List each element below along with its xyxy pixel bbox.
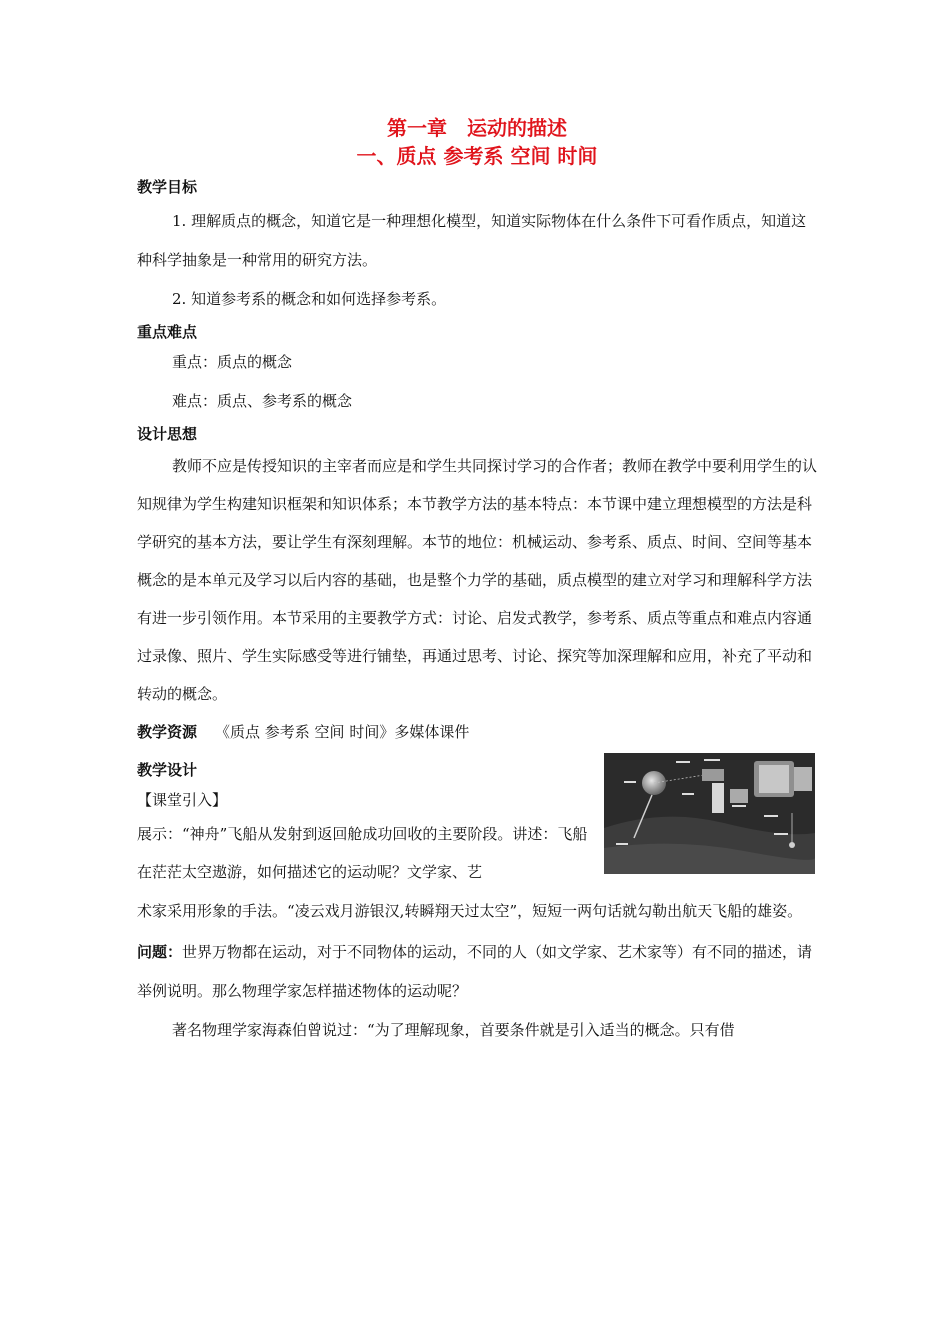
intro-text-wrapped: 展示：“神舟”飞船从发射到返回舱成功回收的主要阶段。讲述：飞船在茫茫太空遨游，如何描述它的运动呢？文学家、艺 (137, 825, 588, 881)
intro-text-continued: 术家采用形象的手法。“凌云戏月游银汉,转瞬翔天过太空”，短短一两句话就勾勒出航天飞船的雄姿。 (137, 902, 803, 920)
teaching-design-heading: 教学设计 (137, 761, 198, 779)
spacecraft-stages-photo (604, 753, 815, 874)
goal-item-2: 2. 知道参考系的概念和如何选择参考系。 (172, 290, 447, 308)
question-label: 问题： (137, 943, 183, 961)
quote-paragraph: 著名物理学家海森伯曾说过：“为了理解现象，首要条件就是引入适当的概念。只有借 (172, 1021, 735, 1039)
resources-text: 《质点 参考系 空间 时间》多媒体课件 (215, 723, 470, 741)
section-title: 一、质点 参考系 空间 时间 (356, 144, 598, 168)
key-points-heading: 重点难点 (137, 323, 198, 341)
goal-item-1: 1. 理解质点的概念，知道它是一种理想化模型，知道实际物体在什么条件下可看作质点，知道这种科学抽象是一种常用的研究方法。 (137, 212, 807, 269)
key-point: 重点：质点的概念 (172, 353, 293, 371)
design-thinking-heading: 设计思想 (137, 425, 198, 443)
teaching-design-block (137, 759, 817, 1050)
question-paragraph (137, 933, 817, 1011)
question-text: 世界万物都在运动，对于不同物体的运动，不同的人（如文学家、艺术家等）有不同的描述，请举例说明。那么物理学家怎样描述物体的运动呢？ (137, 943, 813, 1000)
design-thinking-text: 教师不应是传授知识的主宰者而应是和学生共同探讨学习的合作者；教师在教学中要利用学生的认知规律为学生构建知识框架和知识体系；本节教学方法的基本特点：本节课中建立理想模型的方法是科学研究的基本方法，要让学生有深刻理解。本节的地位：机械运动、参考系、质点、时间、空间等基本概念的是本单元及学习以后内容的基础，也是整个力学的基础，质点模型的建立对学习和理解科学方法有进一步引领作用。本节采用的主要教学方式：讨论、启发式教学，参考系、质点等重点和难点内容通过录像、照片、学生实际感受等进行铺垫，再通过思考、讨论、探究等加深理解和应用，补充了平动和转动的概念。 (137, 457, 818, 703)
document-page (137, 112, 817, 1050)
spacecraft-image (604, 753, 815, 874)
resources-heading: 教学资源 (137, 723, 198, 741)
intro-heading: 【课堂引入】 (137, 791, 228, 809)
difficult-point: 难点：质点、参考系的概念 (172, 392, 353, 410)
chapter-title: 第一章 运动的描述 (387, 116, 567, 140)
goals-heading: 教学目标 (137, 178, 198, 196)
resources-line (137, 721, 817, 743)
